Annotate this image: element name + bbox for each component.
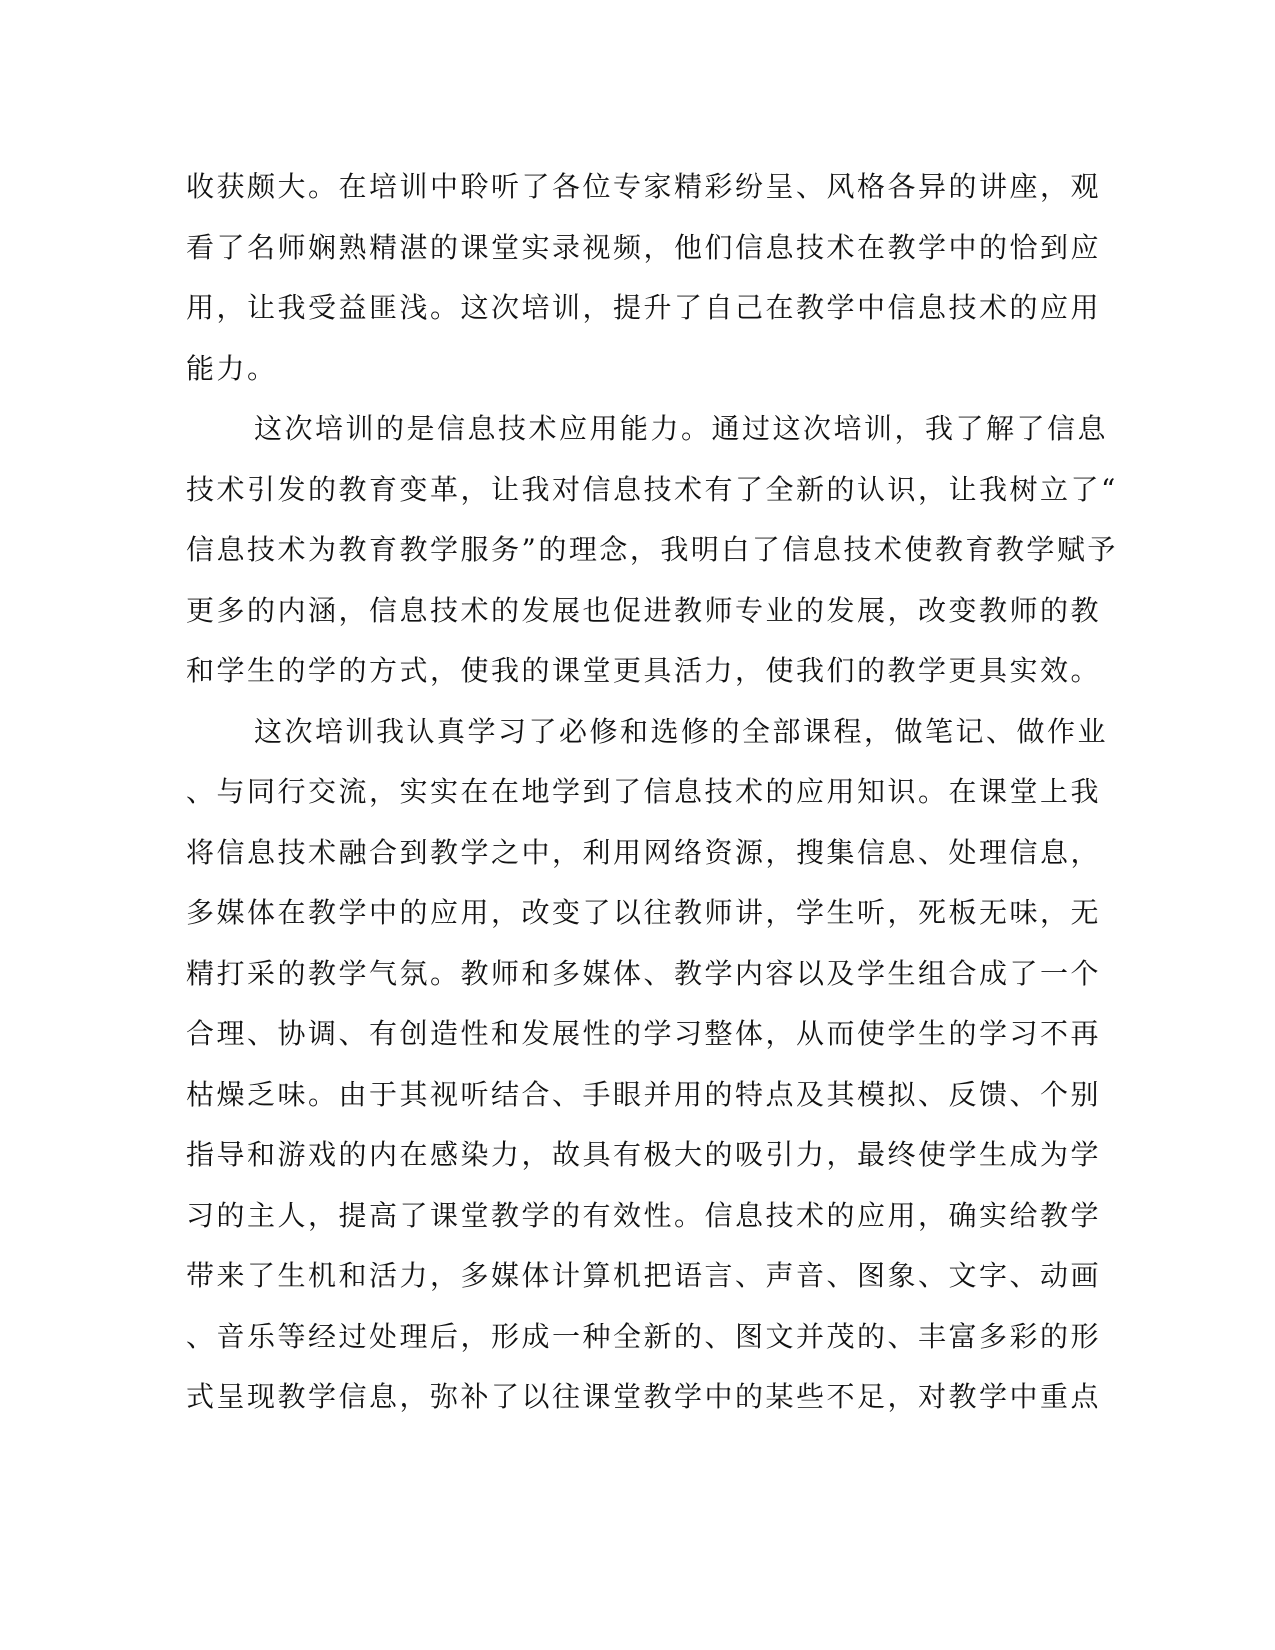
text-line: 、音乐等经过处理后，形成一种全新的、图文并茂的、丰富多彩的形 [186, 1319, 1102, 1353]
text-line: 技术引发的教育变革，让我对信息技术有了全新的认识，让我树立了“ [186, 472, 1118, 506]
paragraph-first-line: 这次培训的是信息技术应用能力。通过这次培训，我了解了信息 [254, 412, 1109, 445]
text-line: 精打采的教学气氛。教师和多媒体、教学内容以及学生组合成了一个 [186, 956, 1102, 990]
text-line: 式呈现教学信息，弥补了以往课堂教学中的某些不足，对教学中重点 [186, 1380, 1102, 1413]
text-line: 枯燥乏味。由于其视听结合、手眼并用的特点及其模拟、反馈、个别 [186, 1077, 1102, 1111]
text-line: 信息技术为教育教学服务”的理念，我明白了信息技术使教育教学赋予 [186, 533, 1118, 566]
text-line: 更多的内涵，信息技术的发展也促进教师专业的发展，改变教师的教 [186, 593, 1102, 627]
text-line: 、与同行交流，实实在在地学到了信息技术的应用知识。在课堂上我 [186, 775, 1102, 808]
text-line: 习的主人，提高了课堂教学的有效性。信息技术的应用，确实给教学 [186, 1198, 1102, 1232]
text-line: 能力。 [186, 351, 278, 385]
body-text [186, 157, 1118, 1428]
text-line: 多媒体在教学中的应用，改变了以往教师讲，学生听，死板无味，无 [186, 896, 1102, 929]
text-line: 和学生的学的方式，使我的课堂更具活力，使我们的教学更具实效。 [186, 654, 1102, 687]
text-line: 合理、协调、有创造性和发展性的学习整体，从而使学生的学习不再 [186, 1017, 1102, 1050]
text-line: 收获颇大。在培训中聆听了各位专家精彩纷呈、风格各异的讲座，观 [186, 170, 1102, 203]
text-line: 用，让我受益匪浅。这次培训，提升了自己在教学中信息技术的应用 [186, 291, 1102, 324]
text-line: 看了名师娴熟精湛的课堂实录视频，他们信息技术在教学中的恰到应 [186, 230, 1102, 264]
text-line: 指导和游戏的内在感染力，故具有极大的吸引力，最终使学生成为学 [186, 1138, 1102, 1171]
text-line: 将信息技术融合到教学之中，利用网络资源，搜集信息、处理信息， [186, 835, 1102, 869]
paragraph-first-line: 这次培训我认真学习了必修和选修的全部课程，做笔记、做作业 [254, 714, 1109, 748]
text-line: 带来了生机和活力，多媒体计算机把语言、声音、图象、文字、动画 [186, 1259, 1102, 1292]
